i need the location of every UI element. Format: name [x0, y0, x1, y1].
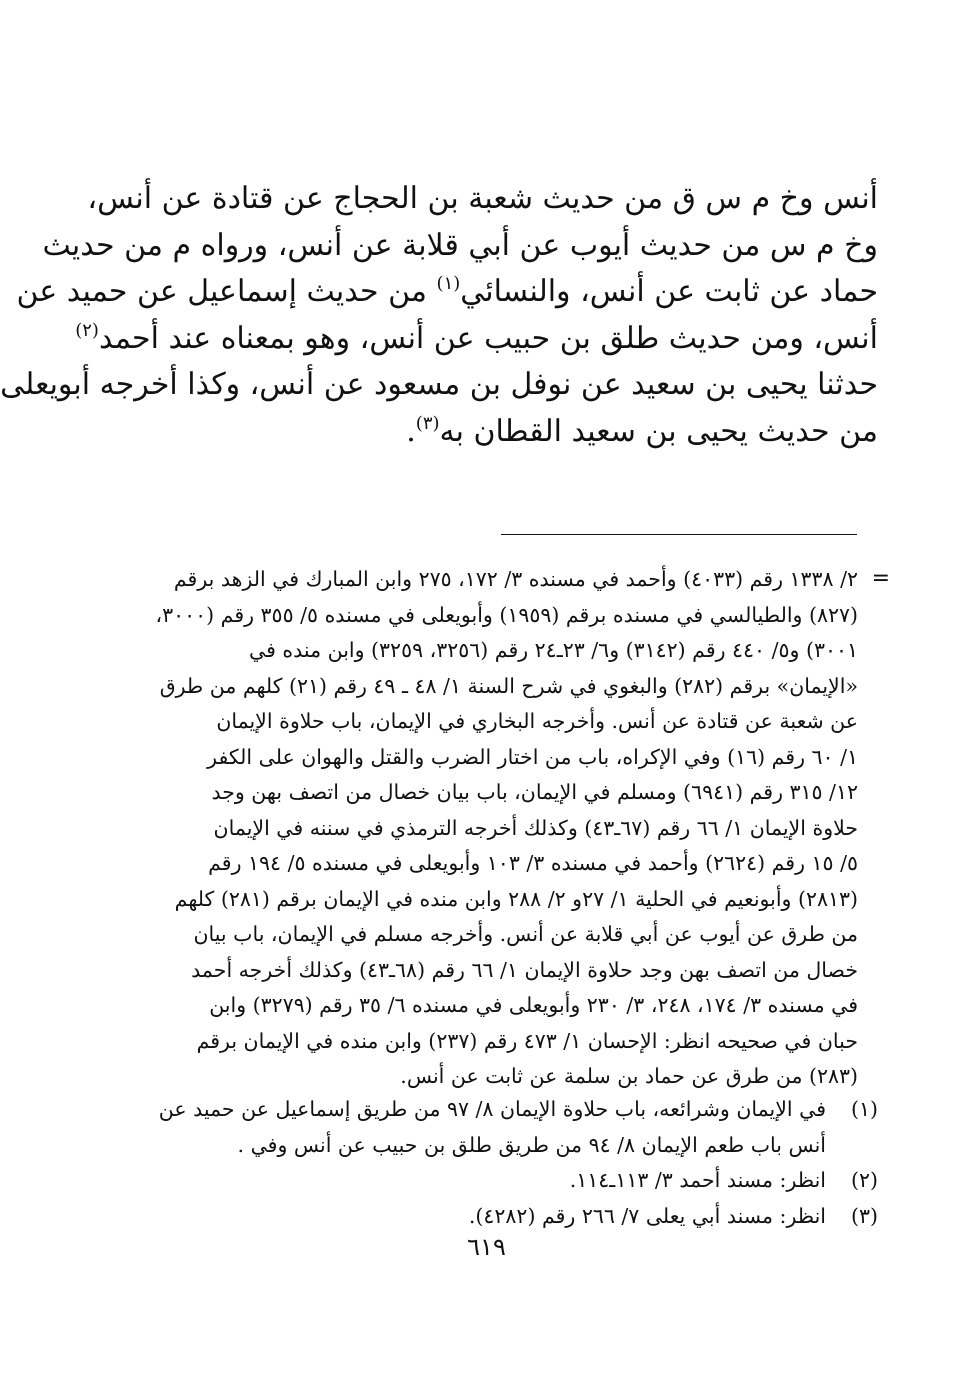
main-text-line	[16, 269, 878, 316]
footnote-line: حلاوة الإيمان ١/ ٦٦ رقم (٦٧ـ٤٣) وكذلك أخرجه الترمذي في سننه في الإيمان	[213, 815, 858, 840]
footnote-ref-1: (١)	[436, 273, 461, 294]
footnote-line: ٣٠٠١) و٥/ ٤٤٠ رقم (٣١٤٢) و٦/ ٢٣ـ٢٤ رقم (٣٢٥٦، ٣٢٥٩) وابن منده في	[249, 638, 858, 662]
page-number: ٦١٩	[467, 1233, 506, 1261]
footnote-line: أنس باب طعم الإيمان ٨/ ٩٤ من طريق طلق بن حبيب عن أنس وفي .	[237, 1132, 826, 1157]
main-text-line	[98, 409, 878, 456]
footnote-line: «الإيمان» برقم (٢٨٢) والبغوي في شرح السنة ١/ ٤٨ ـ ٤٩ رقم (٢١) كلهم من طرق	[159, 673, 858, 698]
footnote-line: من طرق عن أيوب عن أبي قلابة عن أنس. وأخرجه مسلم في الإيمان، باب بيان	[193, 922, 858, 946]
main-text-line: حدثنا يحيى بن سعيد عن نوفل بن مسعود عن أنس، وكذا أخرجه أبويعلى	[0, 367, 878, 402]
footnote-number: (٣)	[850, 1203, 878, 1228]
main-text-segment: من حديث يحيى بن سعيد القطان به	[439, 413, 878, 449]
main-text-segment: حماد عن ثابت عن أنس، والنسائي	[460, 274, 878, 309]
footnote-2	[118, 1163, 878, 1199]
footnote-line: ٥/ ١٥ رقم (٢٦٢٤) وأحمد في مسنده ٣/ ١٠٣ وأبويعلى في مسنده ٥/ ١٩٤ رقم	[208, 851, 858, 875]
footnote-line: خصال من اتصف بهن وجد حلاوة الإيمان ١/ ٦٦ رقم (٦٨ـ٤٣) وكذلك أخرجه أحمد	[191, 957, 858, 982]
main-text-body	[0, 176, 878, 455]
main-text-segment: من حديث إسماعيل عن حميد عن	[16, 274, 437, 309]
footnote-line: ١٢/ ٣١٥ رقم (٦٩٤١) ومسلم في الإيمان، باب بيان خصال من اتصف بهن وجد	[211, 780, 858, 804]
footnote-1	[118, 1092, 878, 1163]
footnote-line: في الإيمان وشرائعه، باب حلاوة الإيمان ٨/ ٩٧ من طريق إسماعيل عن حميد عن	[158, 1097, 826, 1121]
main-text-segment: أنس، ومن حديث طلق بن حبيب عن أنس، وهو بمعناه عند أحمد	[98, 320, 878, 356]
footnote-line: ٢/ ١٣٣٨ رقم (٤٠٣٣) وأحمد في مسنده ٣/ ١٧٢، ٢٧٥ وابن المبارك في الزهد برقم	[173, 567, 858, 591]
footnotes-list	[118, 1092, 878, 1234]
footnote-line: انظر: مسند أبي يعلى ٧/ ٢٦٦ رقم (٤٢٨٢).	[468, 1203, 826, 1228]
footnote-line: حبان في صحيحه انظر: الإحسان ١/ ٤٧٣ رقم (٢٣٧) وابن منده في الإيمان برقم	[196, 1028, 858, 1053]
footnote-ref-2: (٢)	[75, 319, 99, 341]
footnote-line: عن شعبة عن قتادة عن أنس. وأخرجه البخاري في الإيمان، باب حلاوة الإيمان	[216, 709, 858, 733]
main-text-segment: .	[406, 413, 416, 449]
footnote-line: في مسنده ٣/ ١٧٤، ٢٤٨، ٣/ ٢٣٠ وأبويعلى في مسنده ٦/ ٣٥ رقم (٣٢٧٩) وابن	[209, 993, 858, 1017]
footnote-number: (١)	[850, 1097, 878, 1121]
main-text-line: أنس وخ م س ق من حديث شعبة بن الحجاج عن قتادة عن أنس،	[87, 181, 878, 216]
footnote-line: (٢٨٣) من طرق عن حماد بن سلمة عن ثابت عن أنس.	[400, 1064, 858, 1088]
continuation-mark: =	[871, 566, 890, 591]
footnote-continuation	[118, 562, 858, 1095]
footnote-line: انظر: مسند أحمد ٣/ ١١٣ـ١١٤.	[569, 1168, 826, 1192]
footnote-line: (٨٢٧) والطيالسي في مسنده برقم (١٩٥٩) وأبويعلى في مسنده ٥/ ٣٥٥ رقم (٣٠٠٠،	[155, 602, 858, 627]
main-text-line	[75, 316, 878, 363]
main-text-line: وخ م س من حديث أيوب عن أبي قلابة عن أنس، ورواه م من حديث	[42, 227, 878, 263]
footnote-3	[118, 1199, 878, 1235]
footnote-line: (٢٨١٣) وأبونعيم في الحلية ١/ ٢٧و ٢/ ٢٨٨ وابن منده في الإيمان برقم (٢٨١) كلهم	[174, 886, 858, 911]
footnote-number: (٢)	[850, 1168, 878, 1192]
footnote-line: ١/ ٦٠ رقم (١٦) وفي الإكراه، باب من اختار الضرب والقتل والهوان على الكفر	[207, 744, 858, 769]
footnote-divider	[501, 534, 857, 535]
footnote-ref-3: (٣)	[415, 412, 440, 434]
